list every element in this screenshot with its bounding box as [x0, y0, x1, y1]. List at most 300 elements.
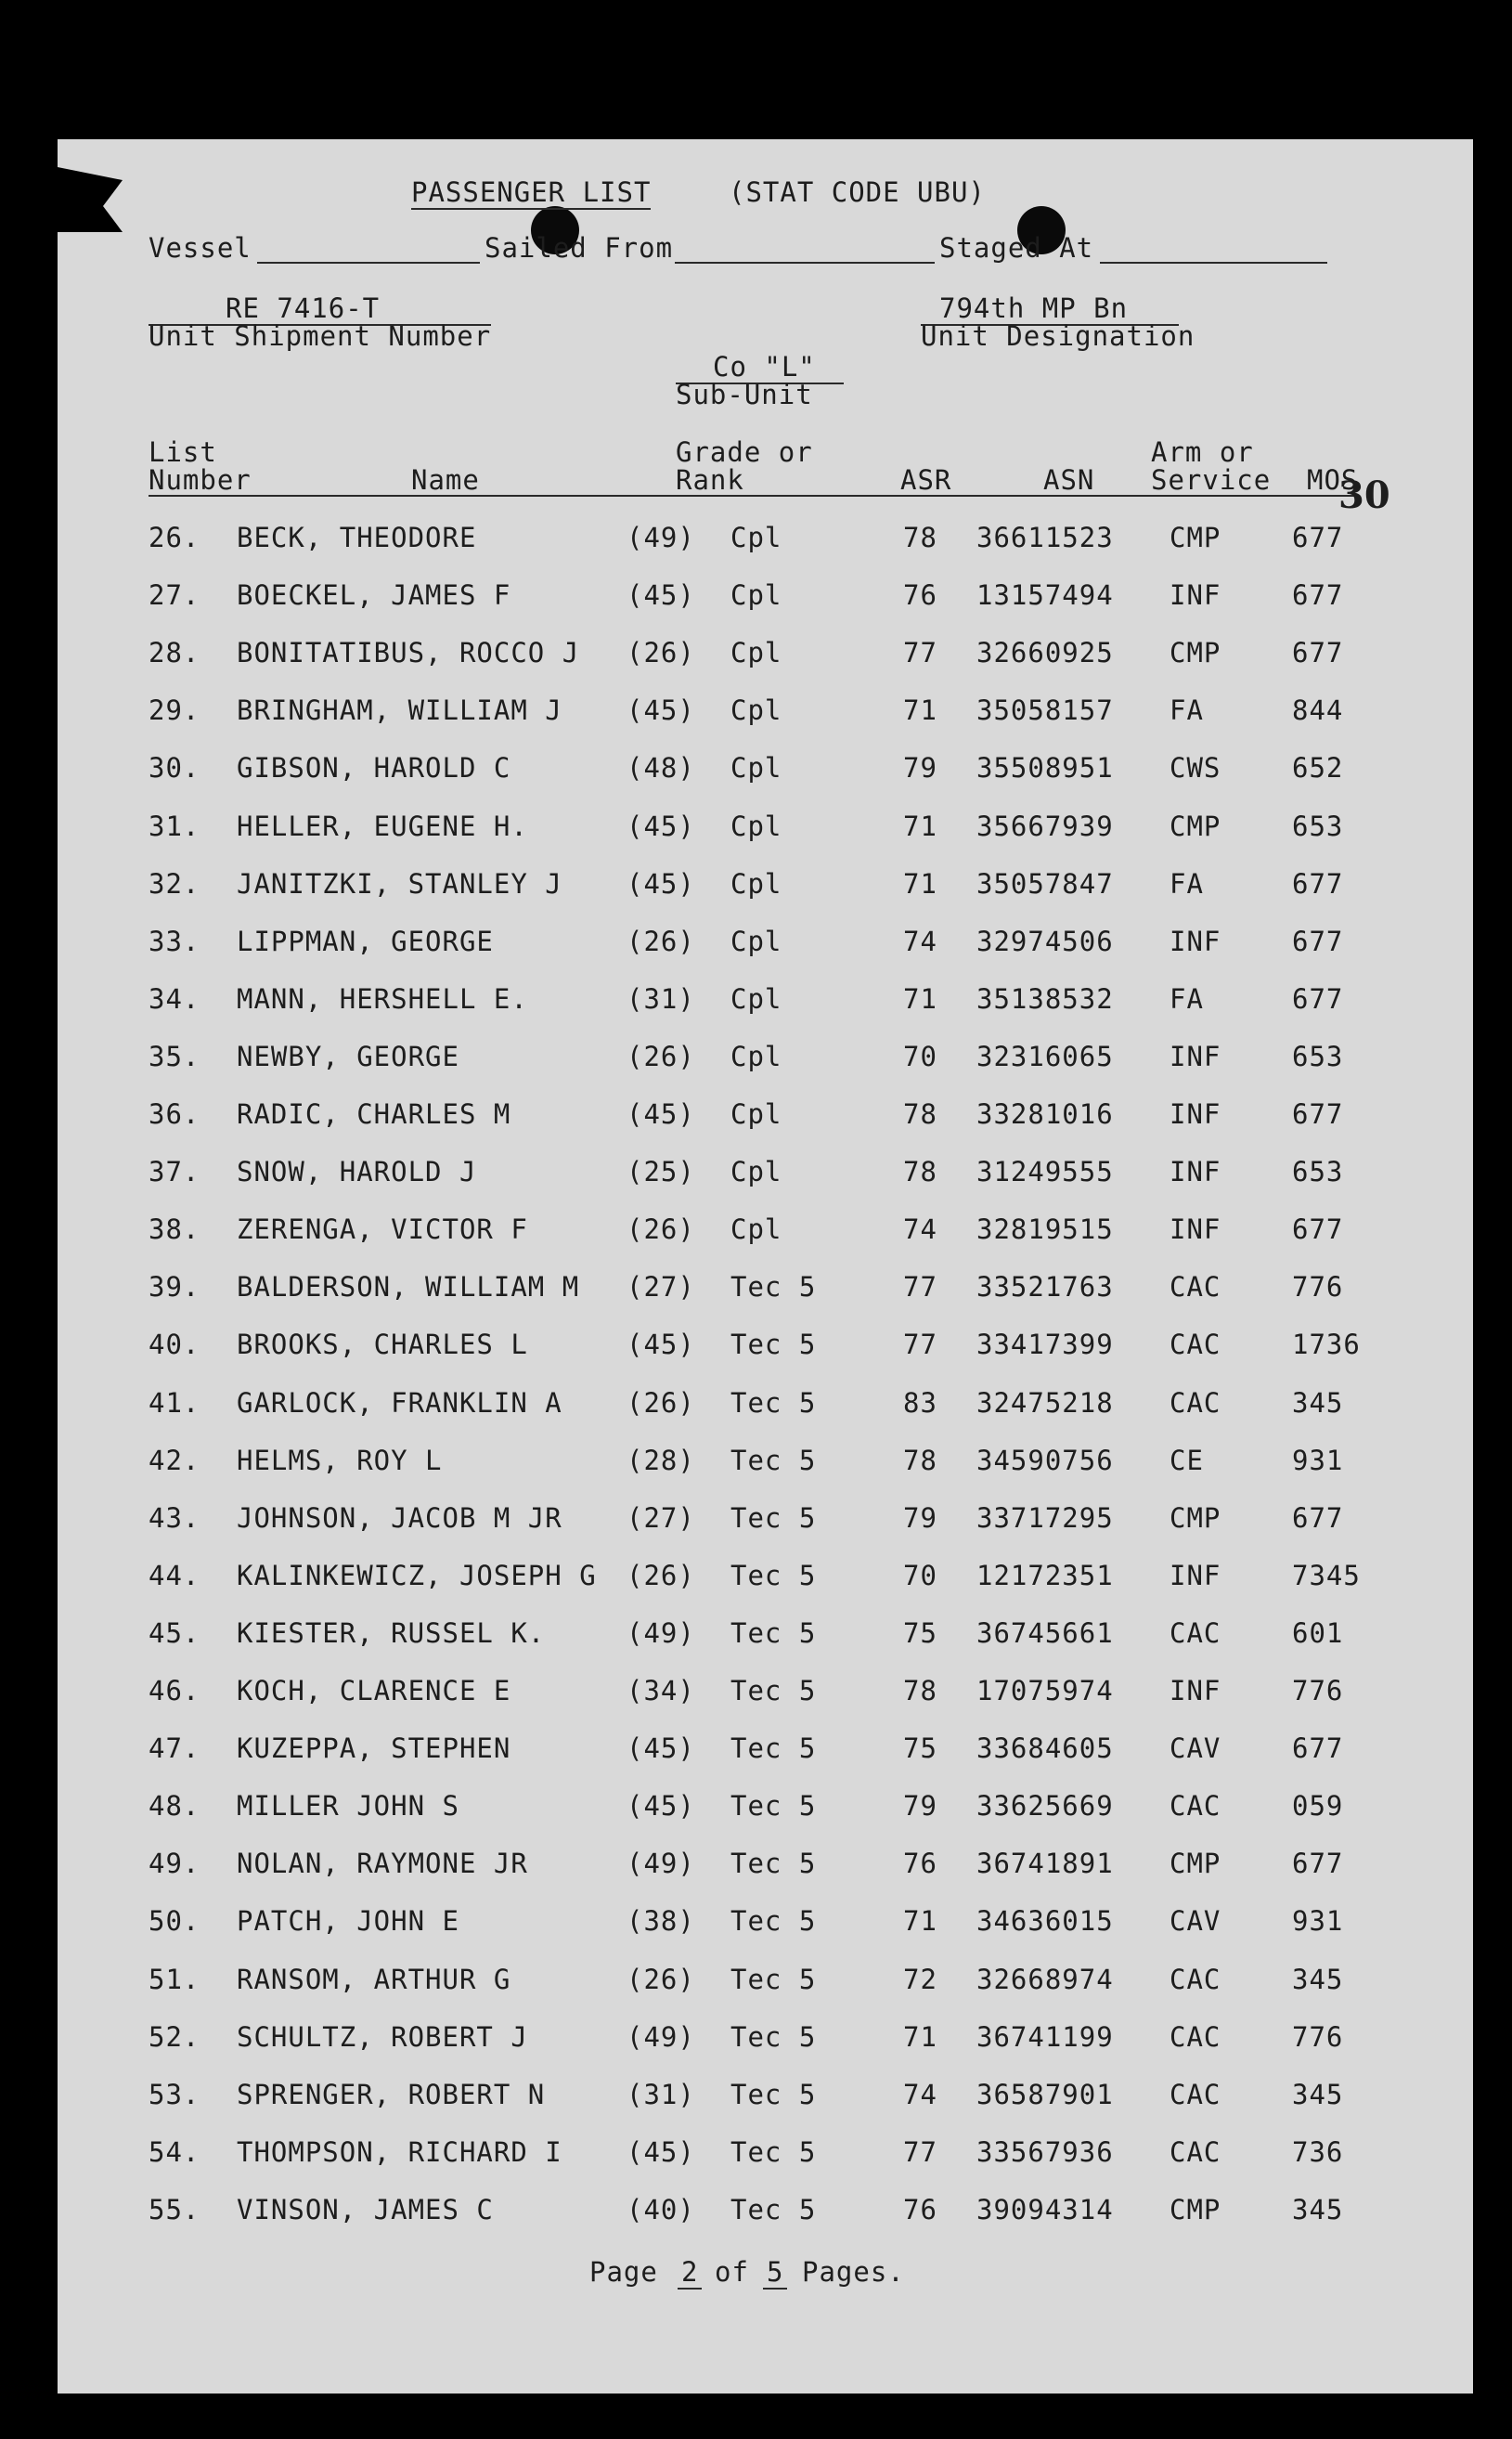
- cell-asr: 78: [903, 1444, 937, 1476]
- cell-name: MILLER JOHN S: [237, 1790, 459, 1823]
- cell-mos: 1736: [1292, 1329, 1361, 1361]
- cell-rank: Tec 5: [730, 1905, 817, 1938]
- cell-arm: CAC: [1170, 1963, 1221, 1995]
- cell-rank: Tec 5: [730, 2135, 817, 2168]
- header-rule: [149, 495, 1355, 497]
- cell-asr: 78: [903, 1098, 937, 1130]
- cell-arm: INF: [1170, 579, 1221, 612]
- cell-asr: 79: [903, 1790, 937, 1823]
- cell-name: MANN, HERSHELL E.: [237, 982, 528, 1015]
- cell-name: HELLER, EUGENE H.: [237, 810, 528, 842]
- cell-asr: 75: [903, 1616, 937, 1649]
- cell-asr: 71: [903, 2020, 937, 2053]
- cell-rank: Tec 5: [730, 1790, 817, 1823]
- cell-asn: 32974506: [976, 925, 1114, 957]
- cell-num: 51.: [149, 1963, 200, 1995]
- unit-designation: 794th MP Bn: [921, 292, 1179, 326]
- sub-unit: Co "L": [676, 351, 844, 384]
- cell-mos: 677: [1292, 1848, 1344, 1880]
- cell-mos: 677: [1292, 1732, 1344, 1765]
- col-grade-line2: Rank: [676, 464, 744, 496]
- cell-code: (38): [627, 1905, 695, 1938]
- table-row: [0, 1502, 1512, 1560]
- col-asn: ASN: [1043, 464, 1095, 496]
- cell-asn: 33521763: [976, 1271, 1114, 1304]
- cell-asn: 31249555: [976, 1156, 1114, 1188]
- vessel-blank: [257, 262, 480, 264]
- cell-code: (27): [627, 1271, 695, 1304]
- cell-arm: INF: [1170, 1156, 1221, 1188]
- cell-mos: 601: [1292, 1616, 1344, 1649]
- cell-arm: CAC: [1170, 1271, 1221, 1304]
- cell-code: (40): [627, 2193, 695, 2225]
- cell-rank: Cpl: [730, 1156, 782, 1188]
- cell-mos: 677: [1292, 925, 1344, 957]
- cell-name: PATCH, JOHN E: [237, 1905, 459, 1938]
- cell-mos: 931: [1292, 1444, 1344, 1476]
- cell-arm: INF: [1170, 1098, 1221, 1130]
- page-stamp: 30: [1338, 474, 1390, 517]
- cell-asr: 71: [903, 1905, 937, 1938]
- cell-asr: 71: [903, 810, 937, 842]
- cell-asr: 76: [903, 1848, 937, 1880]
- cell-arm: CAC: [1170, 1329, 1221, 1361]
- table-row: [0, 1098, 1512, 1156]
- cell-name: SPRENGER, ROBERT N: [237, 2078, 546, 2110]
- cell-asn: 32316065: [976, 1040, 1114, 1072]
- cell-code: (28): [627, 1444, 695, 1476]
- cell-arm: CAC: [1170, 1790, 1221, 1823]
- cell-mos: 677: [1292, 1213, 1344, 1246]
- cell-code: (45): [627, 1098, 695, 1130]
- cell-asr: 71: [903, 694, 937, 727]
- stat-code: (STAT CODE UBU): [729, 176, 986, 208]
- cell-code: (48): [627, 752, 695, 785]
- cell-asn: 32668974: [976, 1963, 1114, 1995]
- table-row: [0, 1156, 1512, 1213]
- col-list-number-line2: Number: [149, 464, 252, 496]
- cell-mos: 677: [1292, 1501, 1344, 1534]
- footer-of-word: of: [715, 2256, 749, 2288]
- cell-num: 26.: [149, 522, 200, 553]
- unit-shipment-number: RE 7416-T: [149, 292, 491, 326]
- cell-name: RANSOM, ARTHUR G: [237, 1963, 511, 1995]
- cell-asr: 77: [903, 1329, 937, 1361]
- cell-num: 39.: [149, 1271, 200, 1304]
- cell-num: 52.: [149, 2020, 200, 2053]
- cell-name: THOMPSON, RICHARD I: [237, 2135, 562, 2168]
- cell-mos: 059: [1292, 1790, 1344, 1823]
- cell-asn: 12172351: [976, 1559, 1114, 1591]
- table-row: [0, 811, 1512, 868]
- cell-mos: 7345: [1292, 1559, 1361, 1591]
- cell-arm: CMP: [1170, 1501, 1221, 1534]
- cell-name: KALINKEWICZ, JOSEPH G: [237, 1559, 597, 1591]
- cell-num: 46.: [149, 1675, 200, 1706]
- col-mos: MOS: [1307, 464, 1359, 496]
- cell-code: (45): [627, 867, 695, 900]
- cell-asr: 76: [903, 579, 937, 612]
- cell-arm: CAC: [1170, 1386, 1221, 1419]
- table-row: [0, 1848, 1512, 1905]
- cell-rank: Tec 5: [730, 1271, 817, 1304]
- cell-arm: CAC: [1170, 2020, 1221, 2053]
- table-row: [0, 983, 1512, 1041]
- cell-asr: 70: [903, 1040, 937, 1072]
- cell-num: 30.: [149, 752, 200, 785]
- cell-asr: 72: [903, 1963, 937, 1995]
- staged-at-label: Staged At: [939, 232, 1094, 264]
- cell-code: (26): [627, 1386, 695, 1419]
- cell-rank: Cpl: [730, 579, 782, 612]
- col-grade-line1: Grade or: [676, 436, 813, 468]
- cell-arm: CAC: [1170, 2078, 1221, 2110]
- cell-mos: 776: [1292, 2020, 1344, 2053]
- cell-mos: 653: [1292, 1156, 1344, 1188]
- cell-rank: Cpl: [730, 752, 782, 785]
- cell-asn: 13157494: [976, 579, 1114, 612]
- cell-code: (45): [627, 1732, 695, 1765]
- cell-asn: 34590756: [976, 1444, 1114, 1476]
- cell-rank: Cpl: [730, 1040, 782, 1072]
- cell-num: 38.: [149, 1213, 200, 1246]
- staged-at-blank: [1100, 262, 1327, 264]
- cell-name: BROOKS, CHARLES L: [237, 1329, 528, 1361]
- cell-name: JOHNSON, JACOB M JR: [237, 1501, 562, 1534]
- footer-pages-word: Pages.: [802, 2256, 905, 2288]
- cell-name: SNOW, HAROLD J: [237, 1156, 477, 1188]
- cell-asr: 83: [903, 1386, 937, 1419]
- cell-mos: 345: [1292, 1963, 1344, 1995]
- cell-name: GARLOCK, FRANKLIN A: [237, 1386, 562, 1419]
- table-row: [0, 1445, 1512, 1502]
- cell-arm: CMP: [1170, 1848, 1221, 1880]
- cell-code: (26): [627, 1213, 695, 1246]
- cell-name: BONITATIBUS, ROCCO J: [237, 637, 580, 669]
- cell-rank: Cpl: [730, 637, 782, 669]
- table-row: [0, 1964, 1512, 2021]
- cell-arm: INF: [1170, 1040, 1221, 1072]
- footer-page-total: 5: [763, 2256, 787, 2290]
- cell-asr: 76: [903, 2193, 937, 2225]
- cell-mos: 345: [1292, 1386, 1344, 1419]
- cell-asn: 36741199: [976, 2020, 1114, 2053]
- cell-arm: INF: [1170, 1675, 1221, 1706]
- cell-arm: CMP: [1170, 637, 1221, 669]
- table-row: [0, 637, 1512, 694]
- unit-designation-label: Unit Designation: [921, 320, 1195, 352]
- cell-num: 48.: [149, 1790, 200, 1823]
- cell-asn: 32660925: [976, 637, 1114, 669]
- cell-code: (49): [627, 1848, 695, 1880]
- cell-asn: 39094314: [976, 2193, 1114, 2225]
- table-row: [0, 1617, 1512, 1675]
- cell-rank: Tec 5: [730, 1675, 817, 1706]
- table-row: [0, 2194, 1512, 2251]
- cell-asr: 78: [903, 1156, 937, 1188]
- sub-unit-label: Sub-Unit: [676, 379, 813, 410]
- cell-name: ZERENGA, VICTOR F: [237, 1213, 528, 1246]
- cell-mos: 736: [1292, 2135, 1344, 2168]
- cell-rank: Tec 5: [730, 1732, 817, 1765]
- vessel-label: Vessel: [149, 232, 252, 264]
- cell-rank: Cpl: [730, 925, 782, 957]
- table-row: [0, 1732, 1512, 1790]
- cell-code: (49): [627, 2020, 695, 2053]
- cell-asr: 79: [903, 1501, 937, 1534]
- cell-num: 29.: [149, 694, 200, 727]
- table-row: [0, 1905, 1512, 1963]
- cell-code: (49): [627, 522, 695, 553]
- cell-mos: 776: [1292, 1271, 1344, 1304]
- cell-mos: 653: [1292, 810, 1344, 842]
- cell-mos: 776: [1292, 1675, 1344, 1706]
- cell-rank: Cpl: [730, 522, 782, 553]
- cell-asr: 77: [903, 637, 937, 669]
- cell-code: (26): [627, 925, 695, 957]
- cell-rank: Tec 5: [730, 1329, 817, 1361]
- cell-code: (45): [627, 579, 695, 612]
- cell-asr: 77: [903, 1271, 937, 1304]
- cell-asr: 74: [903, 925, 937, 957]
- cell-num: 50.: [149, 1905, 200, 1938]
- cell-arm: FA: [1170, 694, 1204, 727]
- cell-name: KUZEPPA, STEPHEN: [237, 1732, 511, 1765]
- cell-num: 53.: [149, 2078, 200, 2110]
- cell-num: 49.: [149, 1848, 200, 1880]
- cell-arm: INF: [1170, 925, 1221, 957]
- cell-name: KOCH, CLARENCE E: [237, 1675, 511, 1706]
- cell-num: 31.: [149, 810, 200, 842]
- cell-rank: Cpl: [730, 1098, 782, 1130]
- cell-asn: 36611523: [976, 522, 1114, 553]
- table-row: [0, 694, 1512, 752]
- cell-num: 40.: [149, 1329, 200, 1361]
- cell-asn: 35508951: [976, 752, 1114, 785]
- cell-asn: 35138532: [976, 982, 1114, 1015]
- cell-asn: 34636015: [976, 1905, 1114, 1938]
- cell-num: 32.: [149, 867, 200, 900]
- cell-asn: 33417399: [976, 1329, 1114, 1361]
- cell-arm: CMP: [1170, 2193, 1221, 2225]
- unit-shipment-label: Unit Shipment Number: [149, 320, 492, 352]
- cell-rank: Cpl: [730, 810, 782, 842]
- col-name: Name: [411, 464, 480, 496]
- cell-mos: 677: [1292, 579, 1344, 612]
- cell-asn: 35058157: [976, 694, 1114, 727]
- cell-code: (26): [627, 1963, 695, 1995]
- cell-num: 45.: [149, 1616, 200, 1649]
- cell-rank: Cpl: [730, 982, 782, 1015]
- cell-asn: 35667939: [976, 810, 1114, 842]
- cell-asr: 71: [903, 867, 937, 900]
- table-row: [0, 522, 1512, 579]
- cell-asn: 32475218: [976, 1386, 1114, 1419]
- cell-rank: Tec 5: [730, 1848, 817, 1880]
- table-row: [0, 1271, 1512, 1329]
- cell-arm: CMP: [1170, 810, 1221, 842]
- cell-name: BALDERSON, WILLIAM M: [237, 1271, 580, 1304]
- cell-rank: Tec 5: [730, 2193, 817, 2225]
- table-row: [0, 1790, 1512, 1848]
- cell-asn: 36741891: [976, 1848, 1114, 1880]
- footer-page-word: Page: [589, 2256, 658, 2288]
- cell-arm: INF: [1170, 1559, 1221, 1591]
- cell-arm: FA: [1170, 867, 1204, 900]
- cell-asn: 33625669: [976, 1790, 1114, 1823]
- cell-mos: 844: [1292, 694, 1344, 727]
- cell-asn: 17075974: [976, 1675, 1114, 1706]
- cell-num: 47.: [149, 1732, 200, 1765]
- cell-rank: Tec 5: [730, 1559, 817, 1591]
- cell-name: JANITZKI, STANLEY J: [237, 867, 562, 900]
- cell-arm: INF: [1170, 1213, 1221, 1246]
- cell-asr: 78: [903, 1675, 937, 1706]
- table-row: [0, 1329, 1512, 1386]
- cell-name: NEWBY, GEORGE: [237, 1040, 459, 1072]
- cell-mos: 653: [1292, 1040, 1344, 1072]
- cell-name: HELMS, ROY L: [237, 1444, 443, 1476]
- cell-num: 44.: [149, 1559, 200, 1591]
- sailed-from-blank: [675, 262, 935, 264]
- cell-code: (45): [627, 810, 695, 842]
- table-row: [0, 868, 1512, 926]
- cell-mos: 345: [1292, 2078, 1344, 2110]
- sailed-from-label: Sailed From: [485, 232, 674, 264]
- cell-code: (49): [627, 1616, 695, 1649]
- cell-asr: 74: [903, 2078, 937, 2110]
- cell-code: (45): [627, 2135, 695, 2168]
- cell-mos: 677: [1292, 637, 1344, 669]
- cell-num: 41.: [149, 1386, 200, 1419]
- cell-num: 28.: [149, 637, 200, 669]
- cell-num: 43.: [149, 1501, 200, 1534]
- cell-num: 54.: [149, 2135, 200, 2168]
- cell-asr: 77: [903, 2135, 937, 2168]
- cell-code: (45): [627, 1790, 695, 1823]
- cell-asn: 33281016: [976, 1098, 1114, 1130]
- cell-name: VINSON, JAMES C: [237, 2193, 494, 2225]
- cell-num: 55.: [149, 2193, 200, 2225]
- table-row: [0, 752, 1512, 810]
- cell-mos: 652: [1292, 752, 1344, 785]
- cell-code: (34): [627, 1675, 695, 1706]
- cell-mos: 345: [1292, 2193, 1344, 2225]
- col-arm-line1: Arm or: [1151, 436, 1254, 468]
- cell-arm: CWS: [1170, 752, 1221, 785]
- cell-name: BECK, THEODORE: [237, 522, 477, 553]
- cell-asn: 33567936: [976, 2135, 1114, 2168]
- cell-rank: Tec 5: [730, 1616, 817, 1649]
- cell-name: LIPPMAN, GEORGE: [237, 925, 494, 957]
- col-asr: ASR: [900, 464, 952, 496]
- table-row: [0, 1560, 1512, 1617]
- footer-page-current: 2: [678, 2256, 702, 2290]
- cell-code: (27): [627, 1501, 695, 1534]
- cell-code: (31): [627, 2078, 695, 2110]
- cell-arm: CE: [1170, 1444, 1204, 1476]
- cell-code: (26): [627, 637, 695, 669]
- cell-asr: 79: [903, 752, 937, 785]
- cell-rank: Tec 5: [730, 1444, 817, 1476]
- document-title: PASSENGER LIST: [411, 176, 652, 208]
- cell-arm: CAC: [1170, 1616, 1221, 1649]
- cell-rank: Tec 5: [730, 1963, 817, 1995]
- cell-code: (45): [627, 1329, 695, 1361]
- table-row: [0, 926, 1512, 983]
- cell-asr: 74: [903, 1213, 937, 1246]
- col-arm-line2: Service: [1151, 464, 1272, 496]
- cell-name: BRINGHAM, WILLIAM J: [237, 694, 562, 727]
- cell-name: GIBSON, HAROLD C: [237, 752, 511, 785]
- cell-asn: 32819515: [976, 1213, 1114, 1246]
- table-row: [0, 1041, 1512, 1098]
- cell-name: BOECKEL, JAMES F: [237, 579, 511, 612]
- cell-arm: CAC: [1170, 2135, 1221, 2168]
- cell-rank: Cpl: [730, 867, 782, 900]
- table-row: [0, 2079, 1512, 2136]
- cell-num: 35.: [149, 1040, 200, 1072]
- cell-name: NOLAN, RAYMONE JR: [237, 1848, 528, 1880]
- cell-rank: Tec 5: [730, 2020, 817, 2053]
- cell-mos: 931: [1292, 1905, 1344, 1938]
- cell-code: (26): [627, 1559, 695, 1591]
- cell-asr: 71: [903, 982, 937, 1015]
- cell-asr: 70: [903, 1559, 937, 1591]
- cell-num: 36.: [149, 1098, 200, 1130]
- cell-mos: 677: [1292, 1098, 1344, 1130]
- cell-code: (31): [627, 982, 695, 1015]
- cell-asn: 36745661: [976, 1616, 1114, 1649]
- cell-rank: Tec 5: [730, 1501, 817, 1534]
- col-list-number-line1: List: [149, 436, 217, 468]
- cell-num: 42.: [149, 1444, 200, 1476]
- cell-rank: Cpl: [730, 694, 782, 727]
- cell-name: SCHULTZ, ROBERT J: [237, 2020, 528, 2053]
- cell-rank: Tec 5: [730, 1386, 817, 1419]
- table-row: [0, 1213, 1512, 1271]
- cell-num: 27.: [149, 579, 200, 612]
- cell-num: 34.: [149, 982, 200, 1015]
- cell-asn: 36587901: [976, 2078, 1114, 2110]
- cell-rank: Tec 5: [730, 2078, 817, 2110]
- cell-arm: CMP: [1170, 522, 1221, 553]
- table-row: [0, 1675, 1512, 1732]
- cell-code: (26): [627, 1040, 695, 1072]
- cell-asn: 35057847: [976, 867, 1114, 900]
- cell-asn: 33684605: [976, 1732, 1114, 1765]
- cell-num: 33.: [149, 925, 200, 957]
- cell-asr: 78: [903, 522, 937, 553]
- cell-num: 37.: [149, 1156, 200, 1188]
- cell-code: (25): [627, 1156, 695, 1188]
- table-row: [0, 1387, 1512, 1445]
- table-row: [0, 2021, 1512, 2079]
- table-row: [0, 2136, 1512, 2194]
- cell-arm: FA: [1170, 982, 1204, 1015]
- cell-arm: CAV: [1170, 1732, 1221, 1765]
- cell-mos: 677: [1292, 522, 1344, 553]
- table-row: [0, 579, 1512, 637]
- cell-code: (45): [627, 694, 695, 727]
- cell-asr: 75: [903, 1732, 937, 1765]
- cell-name: KIESTER, RUSSEL K.: [237, 1616, 546, 1649]
- cell-rank: Cpl: [730, 1213, 782, 1246]
- cell-asn: 33717295: [976, 1501, 1114, 1534]
- cell-mos: 677: [1292, 867, 1344, 900]
- cell-arm: CAV: [1170, 1905, 1221, 1938]
- cell-name: RADIC, CHARLES M: [237, 1098, 511, 1130]
